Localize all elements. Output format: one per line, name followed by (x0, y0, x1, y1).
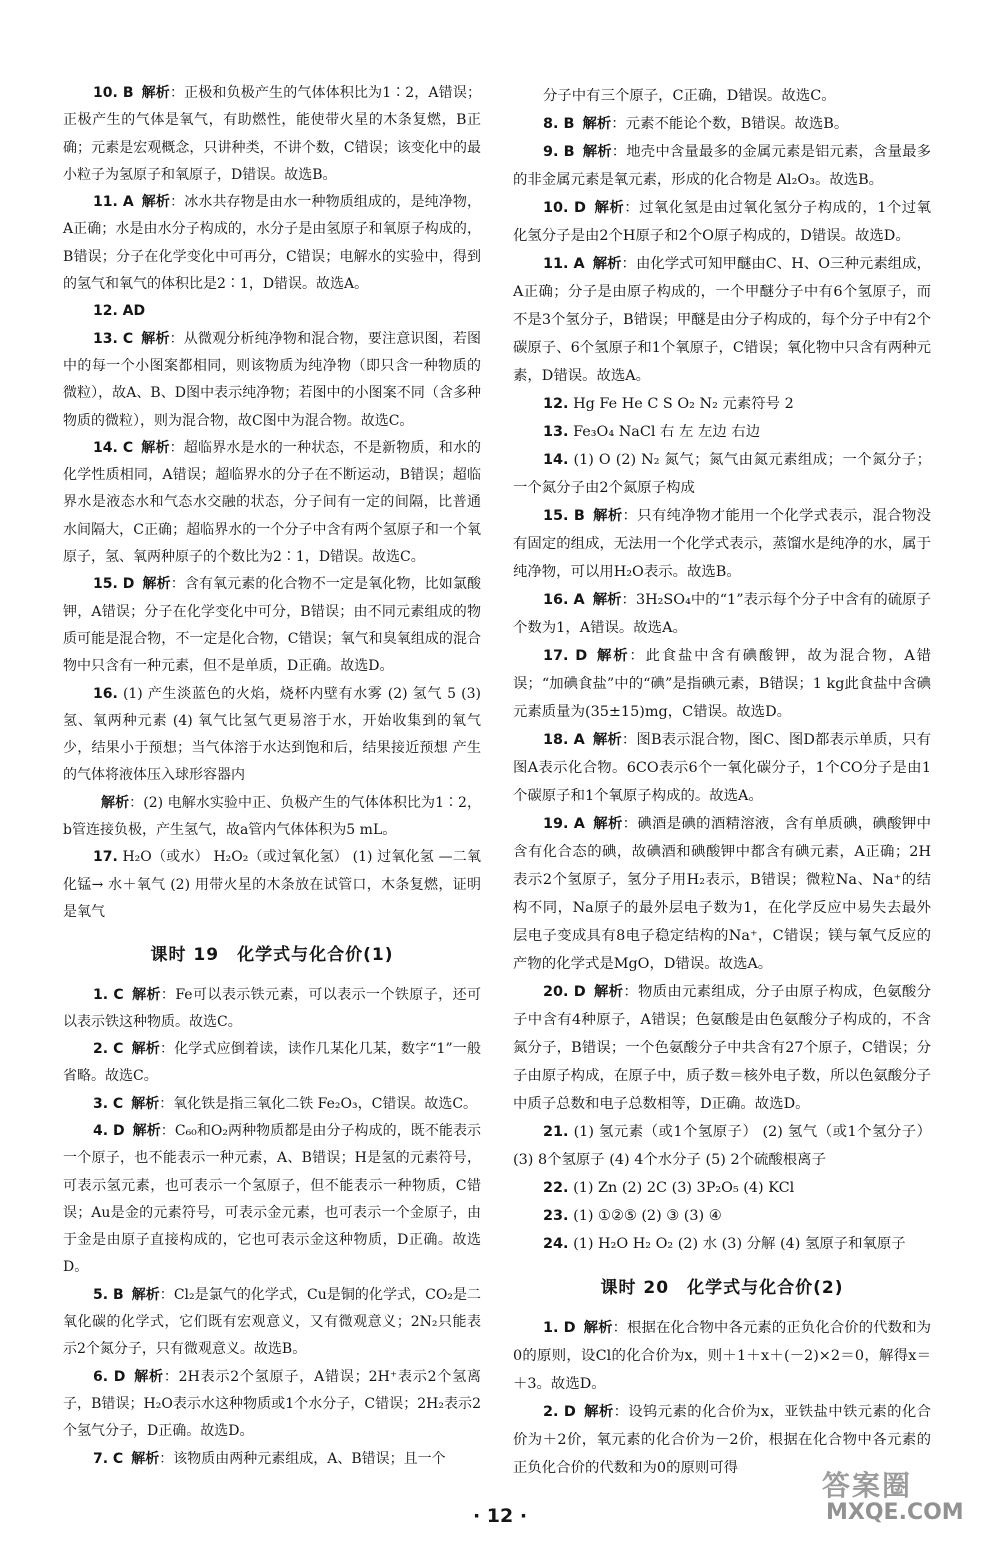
item-number: 10. D (543, 200, 586, 216)
item-text: ：物质由元素组成，分子由原子构成，色氨酸分子中含有4种原子，A错误；色氨酸是由色氨酸分子构成的，不含氮分子，B错误；一个色氨酸分子中共含有27个原子，C错误；分子由原子构成，在原子中，质子数＝核外电子数，所以色氨酸分子中质子总数和电子总数相等，D正确。故选D。 (513, 984, 931, 1112)
analysis-label: 解析 (595, 648, 630, 664)
answer-item (63, 298, 481, 325)
analysis-label: 解析 (592, 592, 622, 608)
answer-item (63, 571, 481, 680)
item-text: ：从微观分析纯净物和混合物，要注意识图，若图中的每一个小图案都相同，则该物质为纯净物（即只含一种物质的微粒），故A、B、D图中表示纯净物；若图中的小图案不同（含多种物质的微粒），则为混合物，故C图中为混合物。故选C。 (63, 330, 482, 429)
analysis-label: 解析 (141, 439, 170, 456)
analysis-label: 解析 (592, 732, 622, 748)
item-number: 20. D (543, 984, 586, 1000)
answer-item (513, 82, 931, 110)
item-number: 5. B (93, 1286, 124, 1303)
item-number: 2. C (93, 1041, 124, 1058)
item-text: ：2H表示2个氢原子，A错误；2H⁺表示2个氢离子，B错误；H₂O表示水这种物质或1个水分子，C错误；2H₂表示2个氢气分子，D正确。故选D。 (63, 1368, 482, 1440)
answer-item (63, 1118, 481, 1282)
item-number: 17. (93, 849, 118, 866)
analysis-label: 解析 (141, 85, 170, 101)
item-text: ：3H₂SO₄中的“1”表示每个分子中含有的硫原子个数为1，A错误。故选A。 (513, 592, 931, 636)
analysis-label: 解析 (141, 194, 171, 211)
item-number: 13. C (93, 330, 134, 347)
answer-item (513, 978, 931, 1118)
item-number: 21. (543, 1124, 569, 1140)
item-text: (1) Zn (2) 2C (3) 3P₂O₅ (4) KCl (573, 1180, 795, 1196)
answer-item (63, 435, 481, 571)
item-text: ：碘酒是碘的酒精溶液，含有单质碘，碘酸钾中含有化合态的碘，故碘酒和碘酸钾中都含有碘元素，A正确；2H表示2个氢原子，氢分子用H₂表示，B错误；微粒Na、Na⁺的结构不同，Na原子的最外层电子数为1，在化学反应中易失去最外层电子变成具有8电子稳定结构的Na⁺，C错误；镁与氧气反应的产物的化学式是MgO，D错误。故选A。 (513, 816, 931, 972)
item-number: 2. D (543, 1404, 576, 1420)
analysis-label: 解析 (131, 1095, 160, 1112)
analysis-label: 解析 (582, 116, 612, 132)
answer-item (513, 110, 931, 138)
analysis-label: 解析 (592, 508, 623, 524)
item-number: 23. (543, 1208, 569, 1224)
answer-item (63, 844, 481, 926)
answer-item (63, 1036, 481, 1091)
analysis-label: 解析 (592, 256, 622, 272)
item-text: ：过氧化氢是由过氧化氢分子构成的，1个过氧化氢分子是由2个H原子和2个O原子构成的，D错误。故选D。 (513, 200, 931, 244)
item-text: ：化学式应倒着读，读作几某化几某，数字“1”一般省略。故选C。 (63, 1041, 481, 1085)
answer-item (63, 326, 481, 435)
item-number: 12. (543, 396, 569, 412)
item-number: 10. B (93, 85, 134, 101)
item-text: ：氧化铁是指三氧化二铁 Fe₂O₃，C错误。故选C。 (159, 1095, 478, 1112)
answer-item (513, 1314, 931, 1398)
item-text: ：根据在化合物中各元素的正负化合价的代数和为0的原则，设Cl的化合价为x，则＋1＋x＋(－2)×2＝0，解得x＝＋3。故选D。 (513, 1320, 931, 1392)
item-number: 12. AD (93, 303, 146, 320)
item-number: 14. (543, 452, 569, 468)
item-text: ：设钨元素的化合价为x，亚铁盐中铁元素的化合价为＋2价，氧元素的化合价为－2价，根据在化合物中各元素的正负化合价的代数和为0的原则可得 (513, 1404, 931, 1476)
item-text: (1) 氢元素（或1个氢原子） (2) 氢气（或1个氢分子） (3) 8个氢原子 (4) 4个水分子 (5) 2个硫酸根离子 (513, 1124, 931, 1168)
answer-item (513, 502, 931, 586)
answer-item (63, 1364, 481, 1446)
analysis-label: 解析 (593, 200, 625, 216)
answer-item (63, 790, 481, 845)
item-number: 14. C (93, 439, 134, 456)
item-number: 18. A (543, 732, 585, 748)
section-heading: 课时 19 化学式与化合价(1) (150, 945, 394, 966)
item-text: ：(2) 电解水实验中正、负极产生的气体体积比为1∶2，b管连接负极，产生氢气，故a管内气体体积为5 mL。 (63, 794, 481, 839)
watermark-logo (822, 1464, 972, 1538)
item-number: 24. (543, 1236, 569, 1252)
item-text: ：Fe可以表示铁元素，可以表示一个铁原子，还可以表示铁这种物质。故选C。 (63, 986, 481, 1030)
analysis-label: 解析 (592, 816, 623, 832)
item-text: ：此食盐中含有碘酸钾，故为混合物，A错误；“加碘食盐”中的“碘”是指碘元素，B错误；1 kg此食盐中含碘元素质量为(35±15)mg，C错误。故选D。 (513, 648, 931, 720)
item-number: 17. D (543, 648, 588, 664)
answer-item (63, 189, 481, 298)
answer-item (513, 250, 931, 390)
item-text: ：元素不能论个数，B错误。故选B。 (611, 116, 849, 132)
item-text: Fe₃O₄ NaCl 右 左 左边 右边 (573, 424, 761, 440)
item-number: 8. B (543, 116, 575, 132)
item-text: ：含有氧元素的化合物不一定是氧化物，比如氯酸钾，A错误；分子在化学变化中可分，B错误；由不同元素组成的物质可能是混合物，不一定是化合物，C错误；氧气和臭氧组成的混合物中只含有一种元素，但不是单质，D正确。故选D。 (63, 576, 482, 675)
item-text: Hg Fe He C S O₂ N₂ 元素符号 2 (573, 396, 794, 412)
item-text: 分子中有三个原子，C正确，D错误。故选C。 (543, 88, 836, 104)
analysis-label: 解析 (133, 1368, 164, 1385)
item-text: ：图B表示混合物，图C、图D都表示单质，只有图A表示化合物。6CO表示6个一氧化碳分子，1个CO分子是由1个碳原子和1个氧原子构成的。故选A。 (513, 732, 931, 804)
item-text: ：C₆₀和O₂两种物质都是由分子构成的，既不能表示一个原子，也不能表示一种元素，A、B错误；H是氢的元素符号，可表示氢元素，也可表示一个氢原子，但不能表示一种物质，C错误；Au是金的元素符号，可表示金元素，也可表示一个金原子，由于金是由原子直接构成的，它也可表示金这种物质，D正确。故选D。 (63, 1122, 482, 1276)
analysis-label: 解析 (593, 984, 624, 1000)
answer-item (513, 138, 931, 194)
item-number: 11. A (543, 256, 585, 272)
analysis-label: 解析 (141, 330, 170, 347)
item-text: ：该物质由两种元素组成，A、B错误；且一个 (159, 1450, 446, 1467)
item-number: 7. C (93, 1450, 124, 1467)
answer-item (63, 1282, 481, 1364)
answer-item (63, 1446, 481, 1473)
answer-item (513, 194, 931, 250)
item-number: 1. C (93, 986, 124, 1003)
item-number: 15. D (93, 576, 135, 593)
answer-item (513, 1118, 931, 1174)
item-text: H₂O（或水） H₂O₂（或过氧化氢） (1) 过氧化氢 —二氧化锰→ 水＋氧气 (2) 用带火星的木条放在试管口，木条复燃，证明是氧气 (63, 849, 481, 920)
answer-item (513, 726, 931, 810)
analysis-label: 解析 (131, 1041, 160, 1058)
answer-item (513, 810, 931, 978)
answer-item (63, 1091, 481, 1118)
item-number: 22. (543, 1180, 569, 1196)
answer-item (513, 1174, 931, 1202)
answer-item (513, 642, 931, 726)
answer-item (63, 982, 481, 1037)
item-text: (1) 产生淡蓝色的火焰，烧杯内壁有水雾 (2) 氢气 5 (3) 氢、氧两种元素 (4) 氧气比氢气更易溶于水，开始收集到的氧气少，结果小于预想；当气体溶于水达到饱和后，结果接近预想 产生的气体将液体压入球形容器内 (63, 685, 481, 784)
answer-item (513, 418, 931, 446)
item-text: ：Cl₂是氯气的化学式，Cu是铜的化学式，CO₂是二氧化碳的化学式，它们既有宏观意义，又有微观意义；2N₂只能表示2个氮分子，只有微观意义。故选B。 (63, 1286, 482, 1358)
answer-item (513, 1202, 931, 1230)
item-number: 19. A (543, 816, 585, 832)
item-number: 16. (93, 685, 118, 702)
item-number: 16. A (543, 592, 585, 608)
item-text: ：超临界水是水的一种状态，不是新物质，和水的化学性质相同，A错误；超临界水的分子在不断运动，B错误；超临界水是液态水和气态水交融的状态，分子间有一定的间隔，比普通水间隔大，C正确；超临界水的一个分子中含有两个氢原子和一个氧原子，氢、氧两种原子的个数比为2∶1，D错误。故选C。 (63, 439, 482, 566)
analysis-label: 解析 (131, 1286, 160, 1303)
item-number: 4. D (93, 1122, 125, 1139)
analysis-label: 解析 (132, 1122, 161, 1139)
answer-item (513, 1230, 931, 1258)
item-number: 3. C (93, 1095, 124, 1112)
item-text: (1) O (2) N₂ 氮气；氮气由氮元素组成；一个氮分子；一个氮分子由2个氮原子构成 (513, 452, 931, 496)
analysis-label: 解析 (582, 144, 612, 160)
item-number: 9. B (543, 144, 575, 160)
right-column (513, 82, 931, 1482)
item-text: ：地壳中含量最多的金属元素是铝元素，含量最多的非金属元素是氧元素，形成的化合物是 Al₂O₃。故选B。 (513, 144, 931, 188)
analysis-label: 解析 (101, 794, 130, 811)
analysis-label: 解析 (583, 1404, 614, 1420)
item-number: 15. B (543, 508, 585, 524)
analysis-label: 解析 (142, 576, 171, 593)
item-text: ：正极和负极产生的气体体积比为1∶2，A错误；正极产生的气体是氧气，有助燃性，能使带火星的木条复燃，B正确；元素是宏观概念，只讲种类，不讲个数，C错误；该变化中的最小粒子为氢原子和氧原子，D错误。故选B。 (63, 85, 481, 183)
analysis-label: 解析 (131, 1450, 160, 1467)
answer-item (63, 681, 481, 790)
item-number: 13. (543, 424, 569, 440)
item-text: ：只有纯净物才能用一个化学式表示，混合物没有固定的组成，无法用一个化学式表示，蒸馏水是纯净的水，属于纯净物，可以用H₂O表示。故选B。 (513, 508, 931, 580)
item-number: 6. D (93, 1368, 126, 1385)
answer-item (513, 390, 931, 418)
item-number: 11. A (93, 194, 134, 211)
item-text: (1) H₂O H₂ O₂ (2) 水 (3) 分解 (4) 氢原子和氧原子 (573, 1236, 906, 1252)
watermark-en: MXQE.COM (826, 1500, 964, 1525)
answer-item (513, 586, 931, 642)
item-number: 1. D (543, 1320, 576, 1336)
page-number: · 12 · (472, 1505, 528, 1527)
answer-item (63, 80, 481, 189)
item-text: (1) ①②⑤ (2) ③ (3) ④ (573, 1208, 722, 1224)
section-heading: 课时 20 化学式与化合价(2) (600, 1278, 844, 1298)
left-column (63, 80, 481, 1473)
analysis-label: 解析 (583, 1320, 613, 1336)
watermark-cn: 答案圈 (822, 1469, 913, 1502)
item-text: ：冰水共存物是由水一种物质组成的，是纯净物，A正确；水是由水分子构成的，水分子是由氢原子和氧原子构成的，B错误；分子在化学变化中可再分，C错误；电解水的实验中，得到的氢气和氧气的体积比是2∶1，D错误。故选A。 (63, 194, 482, 293)
answer-item (513, 446, 931, 502)
analysis-label: 解析 (131, 986, 161, 1003)
item-text: ：由化学式可知甲醚由C、H、O三种元素组成，A正确；分子是由原子构成的，一个甲醚分子中有6个氢原子，而不是3个氢分子，B错误；甲醚是由分子构成的，每个分子中有2个碳原子、6个氢原子和1个氧原子，C错误；氧化物中只含有两种元素，D错误。故选A。 (513, 256, 931, 384)
